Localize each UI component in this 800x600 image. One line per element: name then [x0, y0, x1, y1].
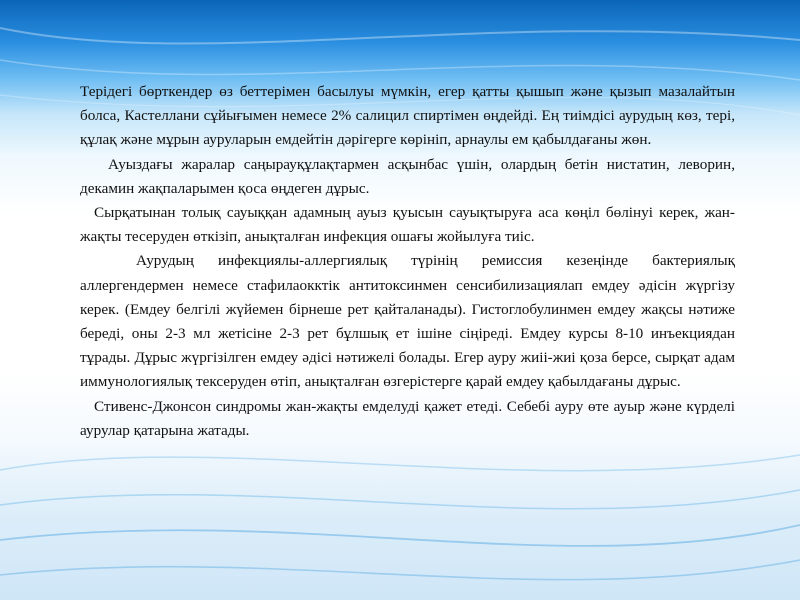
paragraph-4: Аурудың инфекциялы-аллергиялық түрінің ремиссия кезеңінде бактериялық аллергендермен немесе стафилаокктік антитоксинмен сенсибилизациялап емдеу әдісін жүргізу керек. (Емдеу белгілі жүйемен бірнеше рет қайталанады). Гистоглобулинмен емдеу жақсы нәтиже береді, оны 2-3 мл жетісіне 2-3 рет бұлшық ет ішіне сіңіреді. Емдеу курсы 8-10 инъекциядан тұрады. Дұрыс жүргізілген емдеу әдісі нәтижелі болады. Егер ауру жиіі-жиі қоза берсе, сырқат адам иммунологиялық тексеруден өтіп, анықталған өзгерістерге қарай емдеу қабылдағаны дұрыс. [80, 252, 735, 391]
paragraph-5: Стивенс-Джонсон синдромы жан-жақты емделуді қажет етеді. Себебі ауру өте ауыр және күрделі аурулар қатарына жатады. [80, 397, 735, 439]
paragraph-3: Сырқатынан толық сауыққан адамның ауыз қуысын сауықтыруға аса көңіл бөлінуі керек, жан-жақты тесеруден өткізіп, анықталған инфекция ошағы жойылуға тиіс. [80, 204, 735, 246]
paragraph-2: Ауыздағы жаралар саңырауқұлақтармен асқынбас үшін, олардың бетін нистатин, леворин, декамин жақпаларымен қоса өңдеген дұрыс. [80, 155, 735, 197]
slide-text [80, 80, 735, 443]
paragraph-1: Терідегі бөрткендер өз беттерімен басылуы мүмкін, егер қатты қышып және қызып мазалайтын болса, Кастеллани сұйығымен немесе 2% салицил спиртімен өңдейді. Ең тиімдісі аурудың көз, тері, құлақ және мұрын ауруларын емдейтін дәрігерге көрініп, арнаулы ем қабылдағаны жөн. [80, 83, 735, 149]
